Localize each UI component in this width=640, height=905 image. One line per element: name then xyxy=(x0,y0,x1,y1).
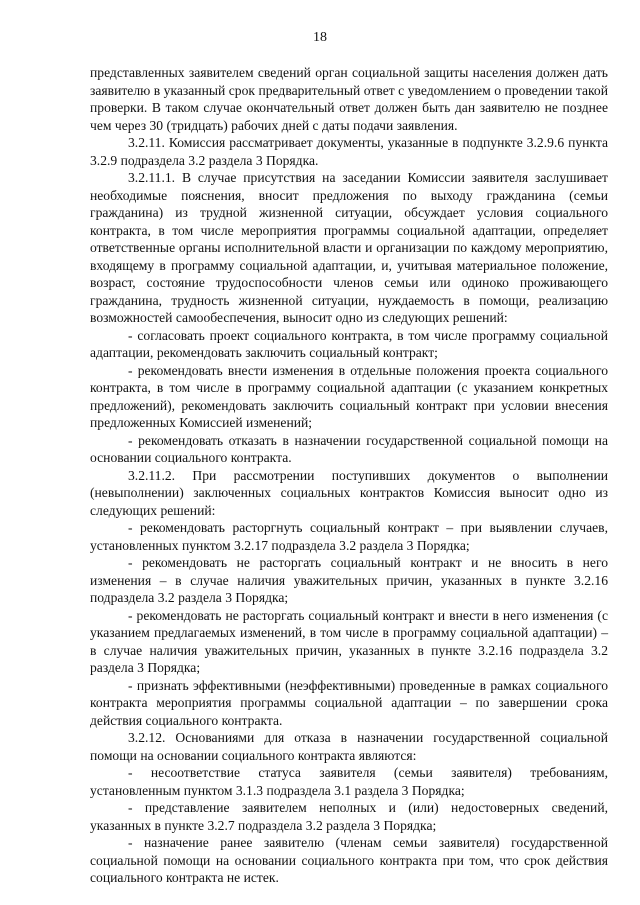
list-item-prior-assistance: - назначение ранее заявителю (членам семьи заявителя) государственной социальной помощи на основании социального контракта при том, что срок действия социального контракта не истек. xyxy=(90,835,608,885)
paragraph-3-2-11-2: 3.2.11.2. При рассмотрении поступивших документов о выполнении (невыполнении) заключенных социальных контрактов Комиссия выносит одно из следующих решений: xyxy=(90,467,608,518)
list-item-assess-effectiveness: - признать эффективными (неэффективными) проведенные в рамках социального контракта мероприятия программы социальной адаптации – по завершении срока действия социального контракта. xyxy=(90,677,608,728)
document-body xyxy=(90,64,608,887)
list-item-keep-and-amend-contract: - рекомендовать не расторгать социальный контракт и внести в него изменения (с указанием предлагаемых изменений, в том числе в программу социальной адаптации) – в случае наличия уважительных причин, указанных в пункте 3.2.16 подраздела 3.2 раздела 3 Порядка; xyxy=(90,607,608,675)
list-item-approve-contract: - согласовать проект социального контракта, в том числе программу социальной адаптации, рекомендовать заключить социальный контракт; xyxy=(90,327,608,360)
list-item-keep-contract: - рекомендовать не расторгать социальный контракт и не вносить в него изменения – в случае наличия уважительных причин, указанных в пункте 3.2.16 подраздела 3.2 раздела 3 Порядка; xyxy=(90,555,608,605)
page-number: 18 xyxy=(313,30,327,45)
paragraph-3-2-12: 3.2.12. Основаниями для отказа в назначении государственной социальной помощи на основании социального контракта являются: xyxy=(90,730,608,763)
list-item-incomplete-info: - представление заявителем неполных и (или) недостоверных сведений, указанных в пункте 3.2.7 подраздела 3.2 раздела 3 Порядка; xyxy=(90,800,608,833)
list-item-status-mismatch: - несоответствие статуса заявителя (семьи заявителя) требованиям, установленным пунктом 3.1.3 подраздела 3.1 раздела 3 Порядка; xyxy=(90,765,608,798)
list-item-terminate-contract: - рекомендовать расторгнуть социальный контракт – при выявлении случаев, установленных пунктом 3.2.17 подраздела 3.2 раздела 3 Порядка; xyxy=(90,520,608,553)
list-item-refuse-assistance: - рекомендовать отказать в назначении государственной социальной помощи на основании социального контракта. xyxy=(90,432,608,465)
paragraph-3-2-11-1: 3.2.11.1. В случае присутствия на заседании Комиссии заявителя заслушивает необходимые пояснения, вносит предложения по выходу гражданина (семьи гражданина) из трудной жизненной ситуации, обсуждает условия социального контракта, в том числе мероприятия программы социальной адаптации, определяет ответственные органы исполнительной власти и организации по каждому мероприятию, входящему в программу социальной адаптации, и, учитывая материальное положение, возраст, состояние трудоспособности членов семьи или одиноко проживающего гражданина, трудность жизненной ситуации, нуждаемость в помощи, реализацию возможностей самообеспечения, выносит одно из следующих решений: xyxy=(90,170,608,325)
paragraph-3-2-11: 3.2.11. Комиссия рассматривает документы, указанные в подпункте 3.2.9.6 пункта 3.2.9 подраздела 3.2 раздела 3 Порядка. xyxy=(90,135,608,168)
paragraph-verification-note: представленных заявителем сведений орган социальной защиты населения должен дать заявителю в указанный срок предварительный ответ с уведомлением о проведении такой проверки. В таком случае окончательный ответ должен быть дан заявителю не позднее чем через 30 (тридцать) рабочих дней с даты подачи заявления. xyxy=(90,65,608,133)
list-item-amend-contract: - рекомендовать внести изменения в отдельные положения проекта социального контракта, в том числе в программу социальной адаптации (с указанием конкретных предложений), рекомендовать заключить социальный контракт при условии внесения предложенных Комиссией изменений; xyxy=(90,362,608,430)
